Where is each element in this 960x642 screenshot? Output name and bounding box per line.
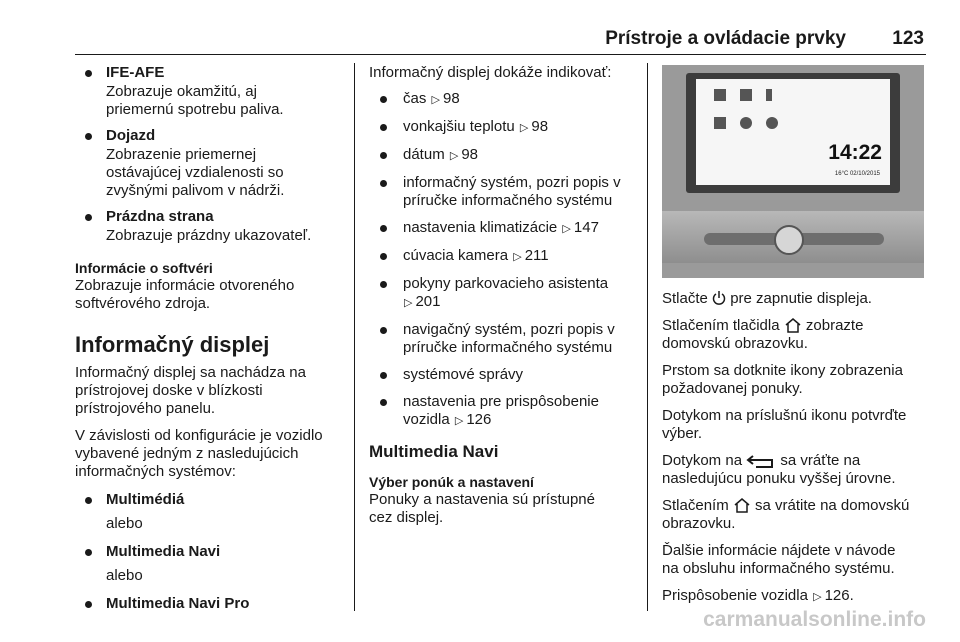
- bullet-desc: [75, 146, 345, 200]
- list-item: [369, 321, 644, 357]
- text-line: Informačný displej sa nachádza na: [75, 364, 306, 381]
- para-home: [662, 317, 927, 353]
- item-text: dátum: [403, 146, 445, 163]
- text-line: nasledujúcu ponuku vyššej úrovne.: [662, 470, 896, 487]
- text-line: Zobrazuje okamžitú, aj: [106, 83, 257, 100]
- column-divider: [647, 63, 648, 611]
- text-line: výber.: [662, 425, 703, 442]
- page-ref-icon: ▷: [519, 122, 529, 134]
- bullet-title: Dojazd: [75, 127, 345, 145]
- page-ref-icon: ▷: [562, 223, 571, 235]
- clock-readout: 14:22: [828, 141, 882, 164]
- infotainment-photo: [662, 65, 924, 278]
- system-item: Multimédiá: [75, 491, 345, 509]
- column-divider: [354, 63, 355, 611]
- bullet-title: IFE-AFE: [75, 64, 345, 82]
- app-icon: [714, 89, 726, 101]
- list-item: [369, 219, 644, 238]
- system-item: Multimedia Navi: [75, 543, 345, 561]
- page-ref: 98: [531, 118, 549, 135]
- text-line: prístrojového panelu.: [75, 400, 216, 417]
- power-knob-icon: [774, 225, 804, 255]
- page-ref-icon: ▷: [454, 415, 464, 427]
- text-line: informačných systémov:: [75, 463, 236, 480]
- display-heading: Informačný displej: [75, 332, 270, 357]
- text-line: domovskú obrazovku.: [662, 335, 808, 352]
- bullet-title: Prázdna strana: [75, 208, 345, 226]
- home-icon: [784, 317, 802, 333]
- text-line: Prstom sa dotknite ikony zobrazenia: [662, 362, 903, 379]
- menu-heading: Výber ponúk a nastavení: [369, 474, 534, 490]
- text-part: Stlačte: [662, 290, 708, 307]
- app-icon: [740, 117, 752, 129]
- watermark: carmanualsonline.info: [703, 608, 926, 631]
- app-icon: [714, 117, 726, 129]
- system-sub: alebo: [106, 567, 143, 584]
- page-ref: 211: [524, 247, 549, 264]
- text-part: sa vrátite na domovskú: [755, 497, 910, 514]
- text-line: priemernú spotrebu paliva.: [106, 101, 284, 118]
- para-touch: [662, 362, 927, 398]
- clock-subtext: 16°C 02/10/2015: [834, 171, 880, 177]
- app-icon: [766, 117, 778, 129]
- text-part: zobrazte: [805, 317, 864, 334]
- page-ref-icon: ▷: [404, 297, 413, 309]
- power-icon: [712, 290, 726, 306]
- item-text: cúvacia kamera: [403, 247, 509, 264]
- system-item: Multimedia Navi Pro: [75, 595, 345, 613]
- item-text: čas: [403, 90, 427, 107]
- bullet-desc: [75, 227, 345, 245]
- column-2: [369, 64, 644, 527]
- text-line: Dotykom na príslušnú ikonu potvrďte: [662, 407, 907, 424]
- item-text: navigačný systém, pozri popis v: [403, 321, 615, 338]
- item-text: vozidla: [403, 411, 450, 428]
- list-item: [369, 174, 644, 210]
- item-text: vonkajšiu teplotu: [403, 118, 515, 135]
- page-ref-icon: ▷: [431, 94, 440, 106]
- display-text-2: [75, 427, 345, 481]
- text-line: na obsluhu informačného systému.: [662, 560, 895, 577]
- column-1: [75, 64, 345, 614]
- text-line: obrazovku.: [662, 515, 736, 532]
- page-ref: 98: [442, 90, 460, 107]
- page-number: 123: [892, 28, 924, 49]
- item-text: systémové správy: [403, 366, 524, 383]
- page-ref: 126.: [824, 587, 854, 604]
- text-line: ostávajúcej vzdialenosti so: [106, 164, 284, 181]
- text-line: Ďalšie informácie nájdete v návode: [662, 542, 896, 559]
- display-text-1: [75, 364, 345, 418]
- text-line: cez displej.: [369, 509, 444, 526]
- menu-text: [369, 491, 644, 527]
- display-intro: Informačný displej dokáže indikovať:: [369, 64, 612, 81]
- control-strip: [662, 211, 924, 263]
- text-line: Zobrazuje prázdny ukazovateľ.: [106, 227, 312, 244]
- item-text: nastavenia pre prispôsobenie: [403, 393, 599, 410]
- multimedia-heading: Multimedia Navi: [369, 442, 499, 461]
- list-item: [369, 393, 644, 430]
- para-customization: [662, 587, 927, 606]
- list-item: [369, 275, 644, 312]
- text-part: Stlačením tlačidla: [662, 317, 780, 334]
- para-more-info: [662, 542, 927, 578]
- section-title: Prístroje a ovládacie prvky: [605, 28, 846, 49]
- text-line: Zobrazuje informácie otvoreného: [75, 277, 295, 294]
- text-line: Ponuky a nastavenia sú prístupné: [369, 491, 595, 508]
- page-ref: 98: [461, 146, 479, 163]
- text-part: pre zapnutie displeja.: [730, 290, 872, 307]
- software-title: Informácie o softvéri: [75, 260, 213, 276]
- home-icon: [733, 497, 751, 513]
- text-part: sa vráťte na: [780, 452, 861, 469]
- list-item: [369, 247, 644, 266]
- text-part: Prispôsobenie vozidla: [662, 587, 808, 604]
- page-ref: 126: [466, 411, 492, 428]
- page-ref: 201: [415, 293, 441, 310]
- text-line: požadovanej ponuky.: [662, 380, 803, 397]
- text-line: prístrojovej doske v blízkosti: [75, 382, 263, 399]
- list-item: [369, 90, 644, 109]
- software-text: [75, 277, 345, 313]
- page-ref-icon: ▷: [813, 591, 822, 603]
- text-part: Stlačením: [662, 497, 729, 514]
- text-line: V závislosti od konfigurácie je vozidlo: [75, 427, 323, 444]
- text-line: Zobrazenie priemernej: [106, 146, 257, 163]
- text-part: Dotykom na: [662, 452, 743, 469]
- para-back: [662, 452, 927, 488]
- display-screen: [696, 79, 890, 185]
- item-text: príručke informačného systému: [403, 339, 613, 356]
- text-line: zvyšnými palivom v nádrži.: [106, 182, 285, 199]
- item-text: pokyny parkovacieho asistenta: [403, 275, 609, 292]
- app-icon: [740, 89, 752, 101]
- column-3: [662, 290, 927, 615]
- item-text: informačný systém, pozri popis v: [403, 174, 621, 191]
- page-ref: 147: [573, 219, 599, 236]
- page-header: [75, 28, 926, 55]
- item-text: príručke informačného systému: [403, 192, 613, 209]
- para-home-return: [662, 497, 927, 533]
- para-confirm: [662, 407, 927, 443]
- list-item: [369, 118, 644, 137]
- system-sub: alebo: [106, 515, 143, 532]
- list-item: [369, 146, 644, 165]
- page-ref-icon: ▷: [449, 150, 459, 162]
- text-line: vybavené jedným z nasledujúcich: [75, 445, 299, 462]
- para-power: [662, 290, 927, 308]
- page-ref-icon: ▷: [513, 251, 522, 263]
- item-text: nastavenia klimatizácie: [403, 219, 558, 236]
- text-line: softvérového zdroja.: [75, 295, 211, 312]
- app-icon: [766, 89, 772, 101]
- bullet-desc: [75, 83, 345, 119]
- back-arrow-icon: [746, 454, 776, 468]
- list-item: [369, 366, 644, 384]
